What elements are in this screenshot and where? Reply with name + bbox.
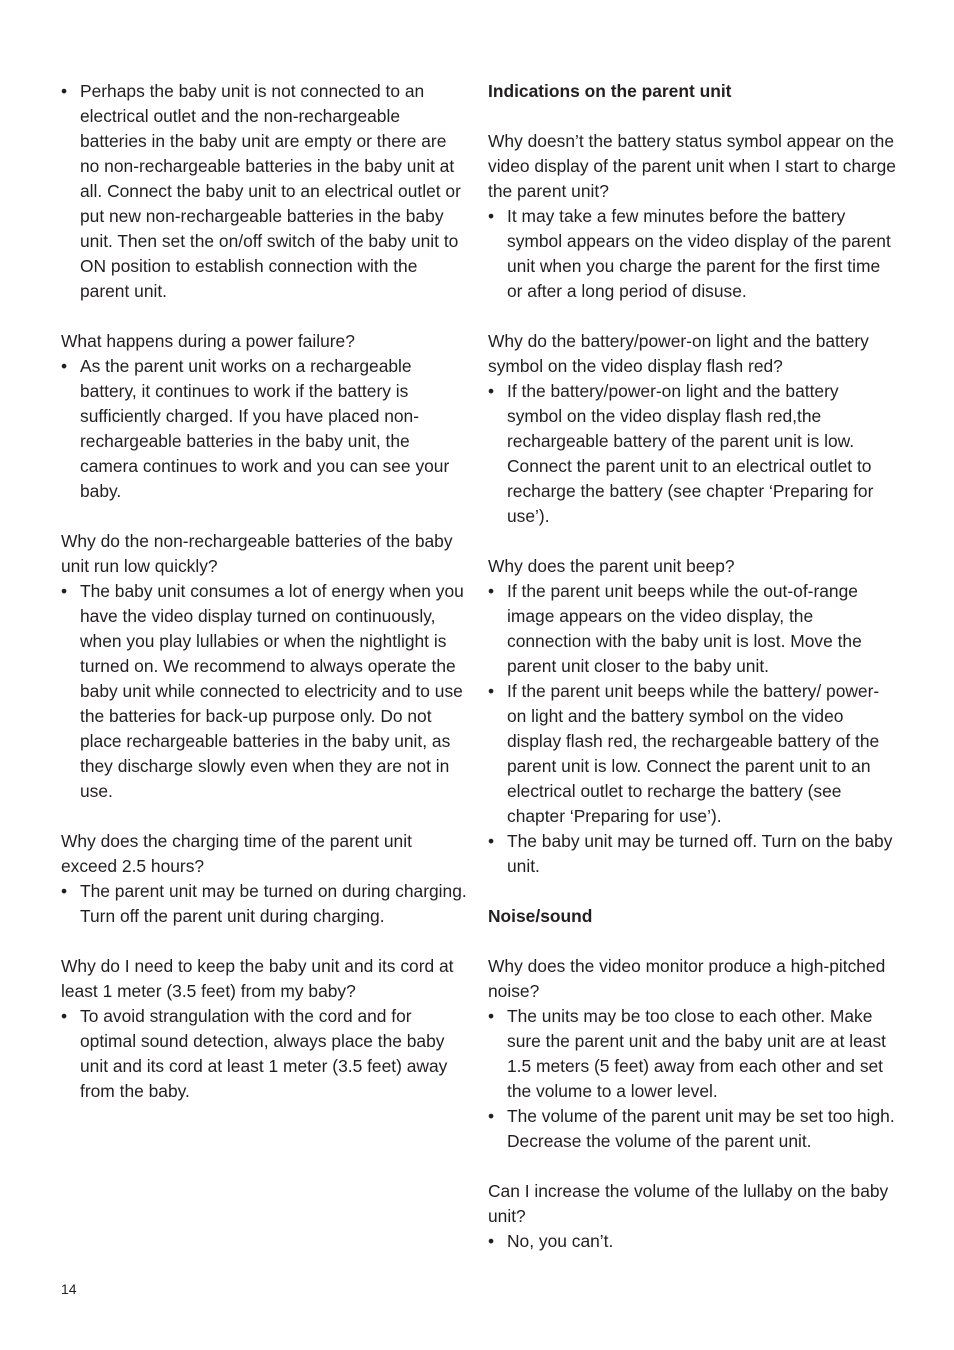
faq-block	[61, 529, 469, 804]
faq-question: What happens during a power failure?	[61, 331, 355, 351]
bullet-text: The volume of the parent unit may be set too high. Decrease the volume of the parent unit.	[507, 1106, 895, 1151]
bullet-dot-icon: •	[488, 206, 495, 226]
bullet-text: It may take a few minutes before the battery symbol appears on the video display of the parent unit when you charge the parent for the first time or after a long period of disuse.	[507, 206, 891, 301]
bullet-dot-icon: •	[488, 1006, 495, 1026]
spacer	[488, 929, 898, 954]
bullet-item	[488, 379, 898, 529]
section-heading: Noise/sound	[488, 906, 593, 926]
bullet-text: If the parent unit beeps while the battery/ power-on light and the battery symbol on the video display flash red, the rechargeable battery of the parent unit is low. Connect the parent unit to an electrical outlet to recharge the battery (see chapter ‘Preparing for use’).	[507, 681, 880, 826]
spacer	[61, 929, 469, 954]
faq-block	[488, 1179, 898, 1254]
right-column	[488, 79, 898, 1254]
bullet-dot-icon: •	[61, 1006, 68, 1026]
bullet-text: The baby unit consumes a lot of energy when you have the video display turned on continuously, when you play lullabies or when the nightlight is turned on. We recommend to always operate the baby unit while connected to electricity and to use the batteries for back-up purpose only. Do not place rechargeable batteries in the baby unit, as they discharge slowly even when they are not in use.	[80, 581, 464, 801]
bullet-item	[488, 829, 898, 879]
bullet-item	[488, 1004, 898, 1104]
bullet-item	[61, 579, 469, 804]
bullet-dot-icon: •	[61, 81, 68, 101]
bullet-dot-icon: •	[61, 356, 68, 376]
bullet-text: To avoid strangulation with the cord and for optimal sound detection, always place the baby unit and its cord at least 1 meter (3.5 feet) away from the baby.	[80, 1006, 448, 1101]
spacer	[488, 104, 898, 129]
spacer	[61, 804, 469, 829]
spacer	[61, 504, 469, 529]
bullet-item	[488, 1104, 898, 1154]
faq-block	[61, 79, 469, 304]
faq-question: Why do I need to keep the baby unit and its cord at least 1 meter (3.5 feet) from my baby?	[61, 956, 454, 1001]
faq-question: Why does the charging time of the parent unit exceed 2.5 hours?	[61, 831, 412, 876]
bullet-list	[61, 579, 469, 804]
bullet-list	[61, 354, 469, 504]
bullet-item	[488, 204, 898, 304]
bullet-list	[61, 879, 469, 929]
bullet-list	[61, 79, 469, 304]
spacer	[488, 304, 898, 329]
spacer	[488, 1154, 898, 1179]
bullet-list	[488, 579, 898, 879]
spacer	[488, 529, 898, 554]
bullet-item	[61, 79, 469, 304]
faq-block	[488, 954, 898, 1154]
faq-block	[61, 954, 469, 1104]
bullet-dot-icon: •	[488, 831, 495, 851]
bullet-text: Perhaps the baby unit is not connected to an electrical outlet and the non-rechargeable batteries in the baby unit are empty or there are no non-rechargeable batteries in the baby unit at all. Connect the baby unit to an electrical outlet or put new non-rechargeable batteries in the baby unit. Then set the on/off switch of the baby unit to ON position to establish connection with the parent unit.	[80, 81, 461, 301]
bullet-item	[61, 1004, 469, 1104]
bullet-item	[61, 879, 469, 929]
bullet-text: As the parent unit works on a rechargeable battery, it continues to work if the battery is sufficiently charged. If you have placed non-rechargeable batteries in the baby unit, the camera continues to work and you can see your baby.	[80, 356, 450, 501]
faq-block	[61, 329, 469, 504]
bullet-text: The baby unit may be turned off. Turn on the baby unit.	[507, 831, 893, 876]
bullet-item	[61, 354, 469, 504]
bullet-dot-icon: •	[488, 681, 495, 701]
bullet-text: The parent unit may be turned on during charging. Turn off the parent unit during charging.	[80, 881, 467, 926]
spacer	[61, 304, 469, 329]
left-column	[61, 79, 469, 1104]
bullet-item	[488, 679, 898, 829]
faq-question: Why do the non-rechargeable batteries of the baby unit run low quickly?	[61, 531, 453, 576]
bullet-list	[488, 1004, 898, 1154]
faq-question: Why doesn’t the battery status symbol appear on the video display of the parent unit when I start to charge the parent unit?	[488, 131, 896, 201]
faq-question: Why does the video monitor produce a high-pitched noise?	[488, 956, 886, 1001]
faq-question: Can I increase the volume of the lullaby on the baby unit?	[488, 1181, 889, 1226]
faq-block	[488, 329, 898, 529]
faq-block	[488, 129, 898, 304]
bullet-dot-icon: •	[488, 1231, 495, 1251]
bullet-text: If the battery/power-on light and the battery symbol on the video display flash red,the rechargeable battery of the parent unit is low. Connect the parent unit to an electrical outlet to recharge the battery (see chapter ‘Preparing for use’).	[507, 381, 874, 526]
faq-question: Why does the parent unit beep?	[488, 556, 735, 576]
spacer	[488, 879, 898, 904]
bullet-dot-icon: •	[488, 581, 495, 601]
bullet-item	[488, 579, 898, 679]
bullet-text: The units may be too close to each other. Make sure the parent unit and the baby unit are at least 1.5 meters (5 feet) away from each other and set the volume to a lower level.	[507, 1006, 886, 1101]
bullet-dot-icon: •	[488, 1106, 495, 1126]
bullet-text: If the parent unit beeps while the out-of-range image appears on the video display, the connection with the baby unit is lost. Move the parent unit closer to the baby unit.	[507, 581, 862, 676]
bullet-list	[488, 204, 898, 304]
bullet-dot-icon: •	[61, 881, 68, 901]
bullet-item	[488, 1229, 898, 1254]
bullet-list	[488, 1229, 898, 1254]
bullet-dot-icon: •	[488, 381, 495, 401]
bullet-list	[488, 379, 898, 529]
section-heading: Indications on the parent unit	[488, 81, 732, 101]
bullet-text: No, you can’t.	[507, 1231, 614, 1251]
faq-block	[488, 554, 898, 879]
faq-block	[61, 829, 469, 929]
bullet-list	[61, 1004, 469, 1104]
bullet-dot-icon: •	[61, 581, 68, 601]
faq-question: Why do the battery/power-on light and the battery symbol on the video display flash red?	[488, 331, 869, 376]
page-number: 14	[61, 1281, 77, 1297]
